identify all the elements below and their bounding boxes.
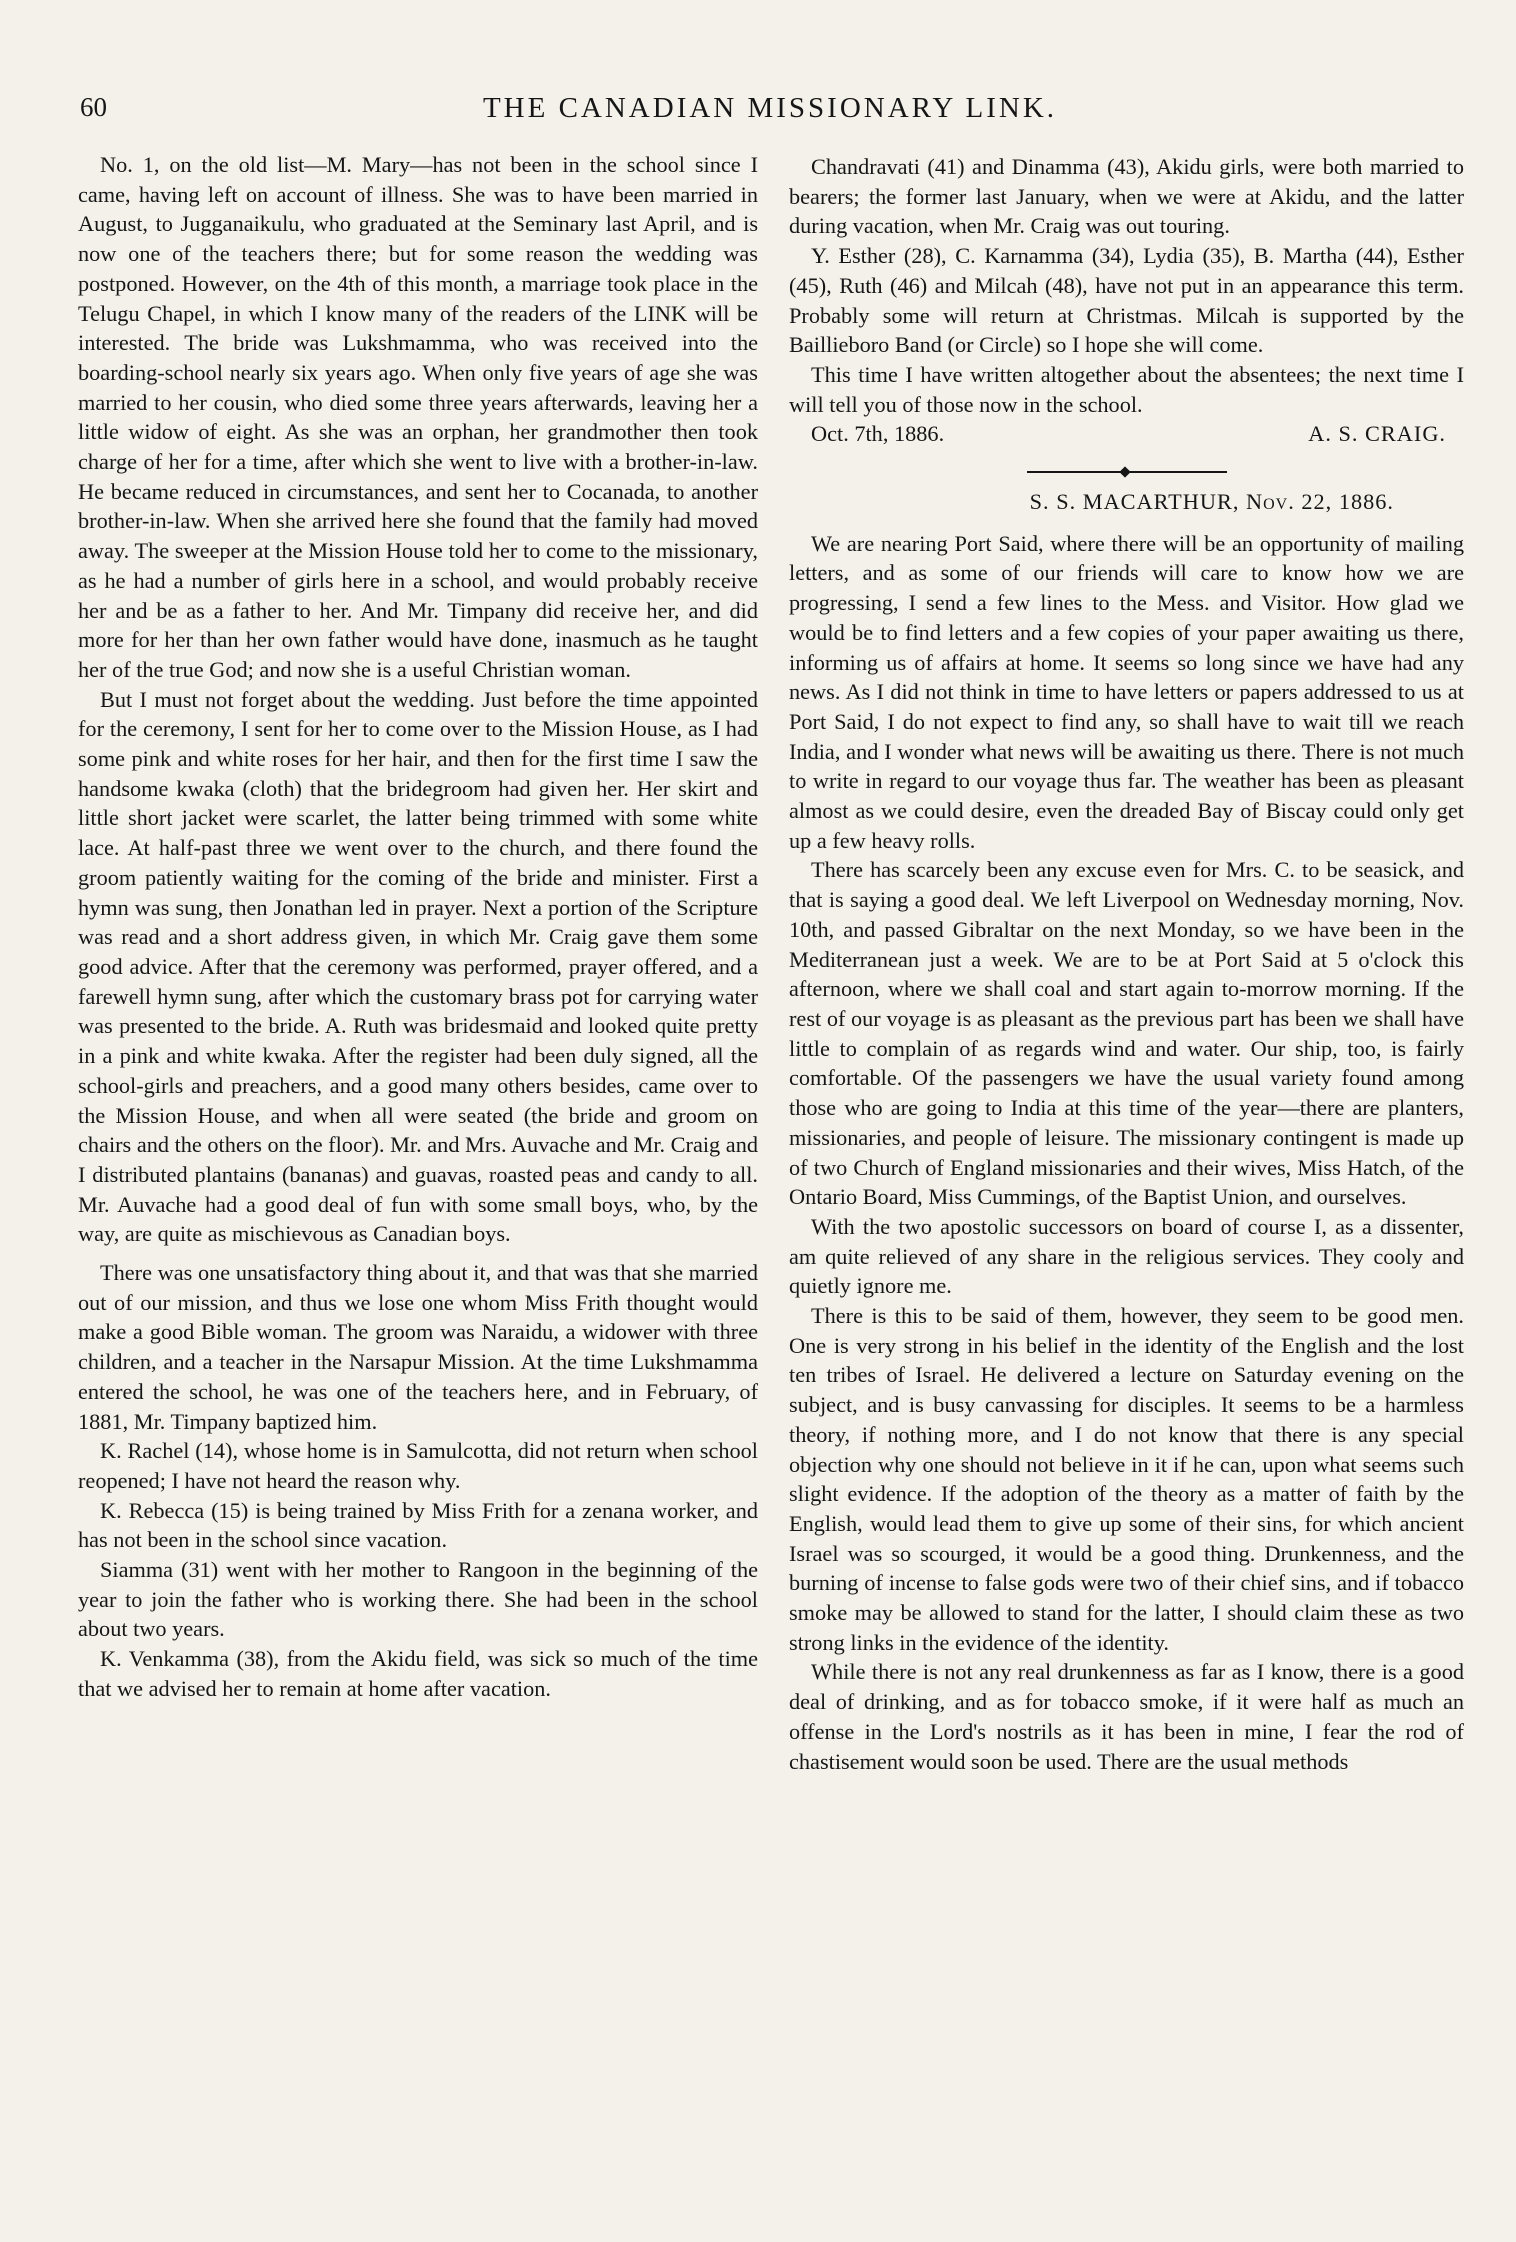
paragraph: Chandravati (41) and Dinamma (43), Akidu girls, were both married to bearers; the former last January, when we were at Akidu, and the latter during vacation, when Mr. Craig was out touring. (789, 154, 1464, 239)
paragraph: K. Venkamma (38), from the Akidu field, was sick so much of the time that we advised her to remain at home after vacation. (78, 1646, 758, 1701)
paragraph: K. Rebecca (15) is being trained by Miss Frith for a zenana worker, and has not been in the school since vacation. (78, 1497, 758, 1553)
left-column (78, 150, 758, 1704)
paragraph: There is this to be said of them, however, they seem to be good men. One is very strong in his belief in the identity of the English and the lost ten tribes of Israel. He delivered a lecture on Saturday evening on the subject, and is busy canvassing for disciples. It seems to be a harmless theory, if nothing more, and I do not know that there is any special objection why one should not believe in it if he can, upon what seems such slight evidence. If the adoption of the theory as a matter of faith by the English, would lead them to give up some of their sins, for which ancient Israel was so scourged, it would be a good thing. Drunkenness, and the burning of incense to false gods were two of their chief sins, and if tobacco smoke may be allowed to stand for the latter, I should claim these as two strong links in the evidence of the identity. (789, 1303, 1464, 1655)
letter-signoff (789, 419, 1464, 449)
paragraph: We are nearing Port Said, where there will be an opportunity of mailing letters, and as some of our friends will care to know how we are progressing, I send a few lines to the Mess. and Visitor. How glad we would be to find letters and a few copies of your paper awaiting us there, informing us of affairs at home. It seems so long since we have had any news. As I did not think in time to have letters or papers addressed to us at Port Said, I do not expect to find any, so shall have to wait till we reach India, and I wonder what news will be awaiting us there. There is not much to write in regard to our voyage thus far. The weather has been as pleasant almost as we could desire, even the dreaded Bay of Biscay could only get up a few heavy rolls. (789, 530, 1464, 853)
paragraph: K. Rachel (14), whose home is in Samulcotta, did not return when school reopened; I have not heard the reason why. (78, 1438, 758, 1493)
paragraph: There has scarcely been any excuse even for Mrs. C. to be seasick, and that is saying a good deal. We left Liverpool on Wednesday morning, Nov. 10th, and passed Gibraltar on the next Monday, so we have been in the Mediterranean just a week. We are to be at Port Said at 5 o'clock this afternoon, where we shall coal and start again to-morrow morning. If the rest of our voyage is as pleasant as the previous part has been we shall have little to complain of as regards wind and water. Our ship, too, is fairly comfortable. Of the passengers we have the usual variety found among those who are going to India at this time of the year—there are planters, missionaries, and people of leisure. The missionary contingent is made up of two Church of England missionaries and their wives, Miss Hatch, of the Ontario Board, Miss Cummings, of the Baptist Union, and ourselves. (789, 857, 1464, 1210)
dateline: S. S. MACARTHUR, Nov. 22, 1886. (1029, 489, 1394, 515)
page-header (80, 92, 1460, 132)
paragraph: But I must not forget about the wedding. Just before the time appointed for the ceremony, I sent for her to come over to the Mission House, as I had some pink and white roses for her hair, and then for the first time I saw the handsome kwaka (cloth) that the bridegroom had given her. Her skirt and little short jacket were scarlet, the latter being trimmed with some white lace. At half-past three we went over to the church, and there found the groom patiently waiting for the coming of the bride and minister. First a hymn was sung, then Jonathan led in prayer. Next a portion of the Scripture was read and a short address given, in which Mr. Craig gave them some good advice. After that the ceremony was performed, prayer offered, and a farewell hymn sung, after which the customary brass pot for carrying water was presented to the bride. A. Ruth was bridesmaid and looked quite pretty in a pink and white kwaka. After the register had been duly signed, all the school-girls and preachers, and a good many others besides, came over to the Mission House, and when all were seated (the bride and groom on chairs and the others on the floor). Mr. and Mrs. Auvache and Mr. Craig and I distributed plantains (bananas) and guavas, roasted peas and candy to all. Mr. Auvache had a good deal of fun with some small boys, who, by the way, are quite as mischievous as Canadian boys. (78, 686, 758, 1247)
right-column (789, 152, 1464, 1776)
paragraph: Siamma (31) went with her mother to Rangoon in the beginning of the year to join the father who is working there. She had been in the school about two years. (78, 1557, 758, 1642)
paragraph: This time I have written altogether about the absentees; the next time I will tell you of those now in the school. (789, 361, 1464, 417)
running-title: THE CANADIAN MISSIONARY LINK. (482, 92, 1058, 124)
section-divider (1027, 471, 1227, 473)
letter-date: Oct. 7th, 1886. (811, 421, 945, 447)
paragraph: No. 1, on the old list—M. Mary—has not been in the school since I came, having left on account of illness. She was to have been married in August, to Jugganaikulu, who graduated at the Seminary last April, and is now one of the teachers there; but for some reason the wedding was postponed. However, on the 4th of this month, a marriage took place in the Telugu Chapel, in which I know many of the readers of the LINK will be interested. The bride was Lukshmamma, who was received into the boarding-school nearly six years ago. When only five years of age she was married to her cousin, who died some three years afterwards, leaving her a little widow of eight. As she was an orphan, her grandmother then took charge of her for a time, after which she went to live with a brother-in-law. He became reduced in circumstances, and sent her to Cocanada, to another brother-in-law. When she arrived here she found that the family had moved away. The sweeper at the Mission House told her to come to the missionary, as he had a number of girls here in a school, and would probably receive her and be as a father to her. And Mr. Timpany did receive her, and did more for her than her own father would have done, inasmuch as he taught her of the true God; and now she is a useful Christian woman. (78, 152, 758, 682)
paragraph: Y. Esther (28), C. Karnamma (34), Lydia (35), B. Martha (44), Esther (45), Ruth (46) and Milcah (48), have not put in an appearance this term. Probably some will return at Christmas. Milcah is supported by the Baillieboro Band (or Circle) so I hope she will come. (789, 243, 1464, 358)
paragraph: While there is not any real drunkenness as far as I know, there is a good deal of drinking, and as for tobacco smoke, if it were half as much an offense in the Lord's nostrils as it has been in mine, I fear the rod of chastisement would soon be used. There are the usual methods (789, 1659, 1464, 1774)
letter-signature: A. S. CRAIG. (1308, 421, 1446, 447)
page-number: 60 (80, 92, 107, 122)
paragraph: With the two apostolic successors on board of course I, as a dissenter, am quite relieved of any share in the religious services. They cooly and quietly ignore me. (789, 1213, 1464, 1299)
paragraph: There was one unsatisfactory thing about it, and that was that she married out of our mission, and thus we lose one whom Miss Frith thought would make a good Bible woman. The groom was Naraidu, a widower with three children, and a teacher in the Narsapur Mission. At the time Lukshmamma entered the school, he was one of the teachers here, and in February, of 1881, Mr. Timpany baptized him. (78, 1260, 758, 1434)
